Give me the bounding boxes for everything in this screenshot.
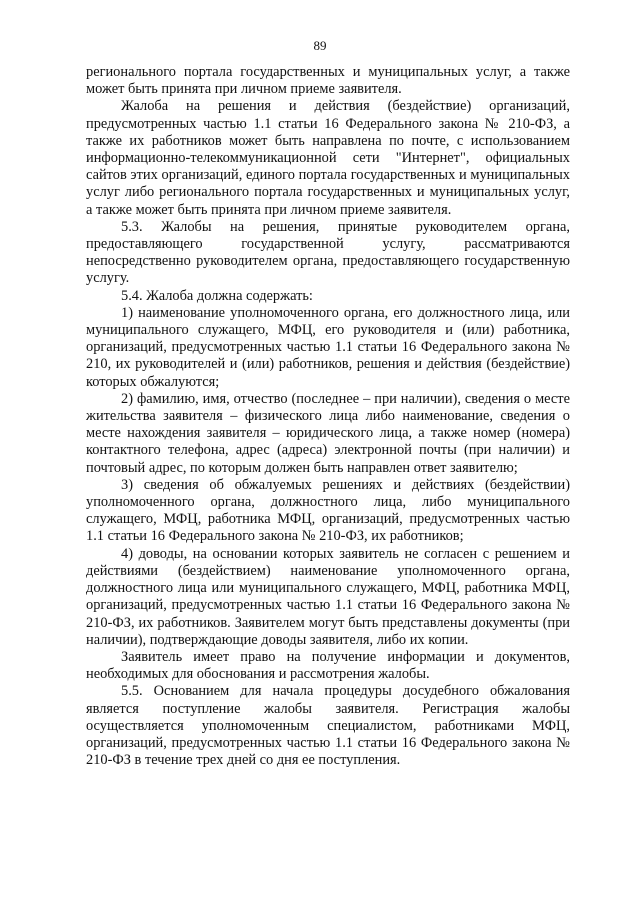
paragraph-5-4: 5.4. Жалоба должна содержать: (121, 287, 313, 304)
page-number: 89 (313, 38, 327, 53)
document-body (86, 64, 570, 769)
list-item-2: 2) фамилию, имя, отчество (последнее – при наличии), сведения о месте жительства заявителя – физического лица либо наименование, сведения о месте нахождения заявителя – юридического лица, а также номер (номера) контактного телефона, адрес (адреса) электронной почты (при наличии) и почтовый адрес, по которым должен быть направлен ответ заявителю; (86, 390, 570, 476)
paragraph-5-3: 5.3. Жалобы на решения, принятые руководителем органа, предоставляющего государственной услугу, рассматриваются непосредственно руководителем органа, предоставляющего государственную услугу. (86, 218, 570, 287)
list-item-4: 4) доводы, на основании которых заявитель не согласен с решением и действиями (бездействием) наименование уполномоченного органа, должностного лица или муниципального служащего, МФЦ, работника МФЦ, организаций, предусмотренных частью 1.1 статьи 16 Федерального закона № 210-ФЗ, их работников. Заявителем могут быть представлены документы (при наличии), подтверждающие доводы заявителя, либо их копии. (86, 545, 570, 648)
paragraph-complaint-organizations: Жалоба на решения и действия (бездействие) организаций, предусмотренных частью 1.1 статьи 16 Федерального закона № 210-ФЗ, а также их работников может быть направлена по почте, с использованием информационно-телекоммуникационной сети "Интернет", официальных сайтов этих организаций, единого портала государственных и муниципальных услуг либо регионального портала государственных и муниципальных услуг, а также может быть принята при личном приеме заявителя. (86, 98, 570, 218)
list-item-1: 1) наименование уполномоченного органа, его должностного лица, или муниципального служащего, МФЦ, его руководителя и (или) работника, организаций, предусмотренных частью 1.1 статьи 16 Федерального закона № 210, их руководителей и (или) работников, решения и действия (бездействие) которых обжалуются; (86, 304, 570, 390)
paragraph-5-5: 5.5. Основанием для начала процедуры досудебного обжалования является поступление жалобы заявителя. Регистрация жалобы осуществляется уполномоченным специалистом, работниками МФЦ, организаций, предусмотренных частью 1.1 статьи 16 Федерального закона № 210-ФЗ в течение трех дней со дня ее поступления. (86, 683, 570, 769)
paragraph-applicant-rights: Заявитель имеет право на получение информации и документов, необходимых для обоснования и рассмотрения жалобы. (86, 648, 570, 683)
list-item-3: 3) сведения об обжалуемых решениях и действиях (бездействии) уполномоченного органа, должностного лица, либо муниципального служащего, МФЦ, работника МФЦ, организаций, предусмотренных частью 1.1 статьи 16 Федерального закона № 210-ФЗ, их работников; (86, 476, 570, 545)
paragraph-continuation: регионального портала государственных и муниципальных услуг, а также может быть принята при личном приеме заявителя. (86, 64, 570, 98)
